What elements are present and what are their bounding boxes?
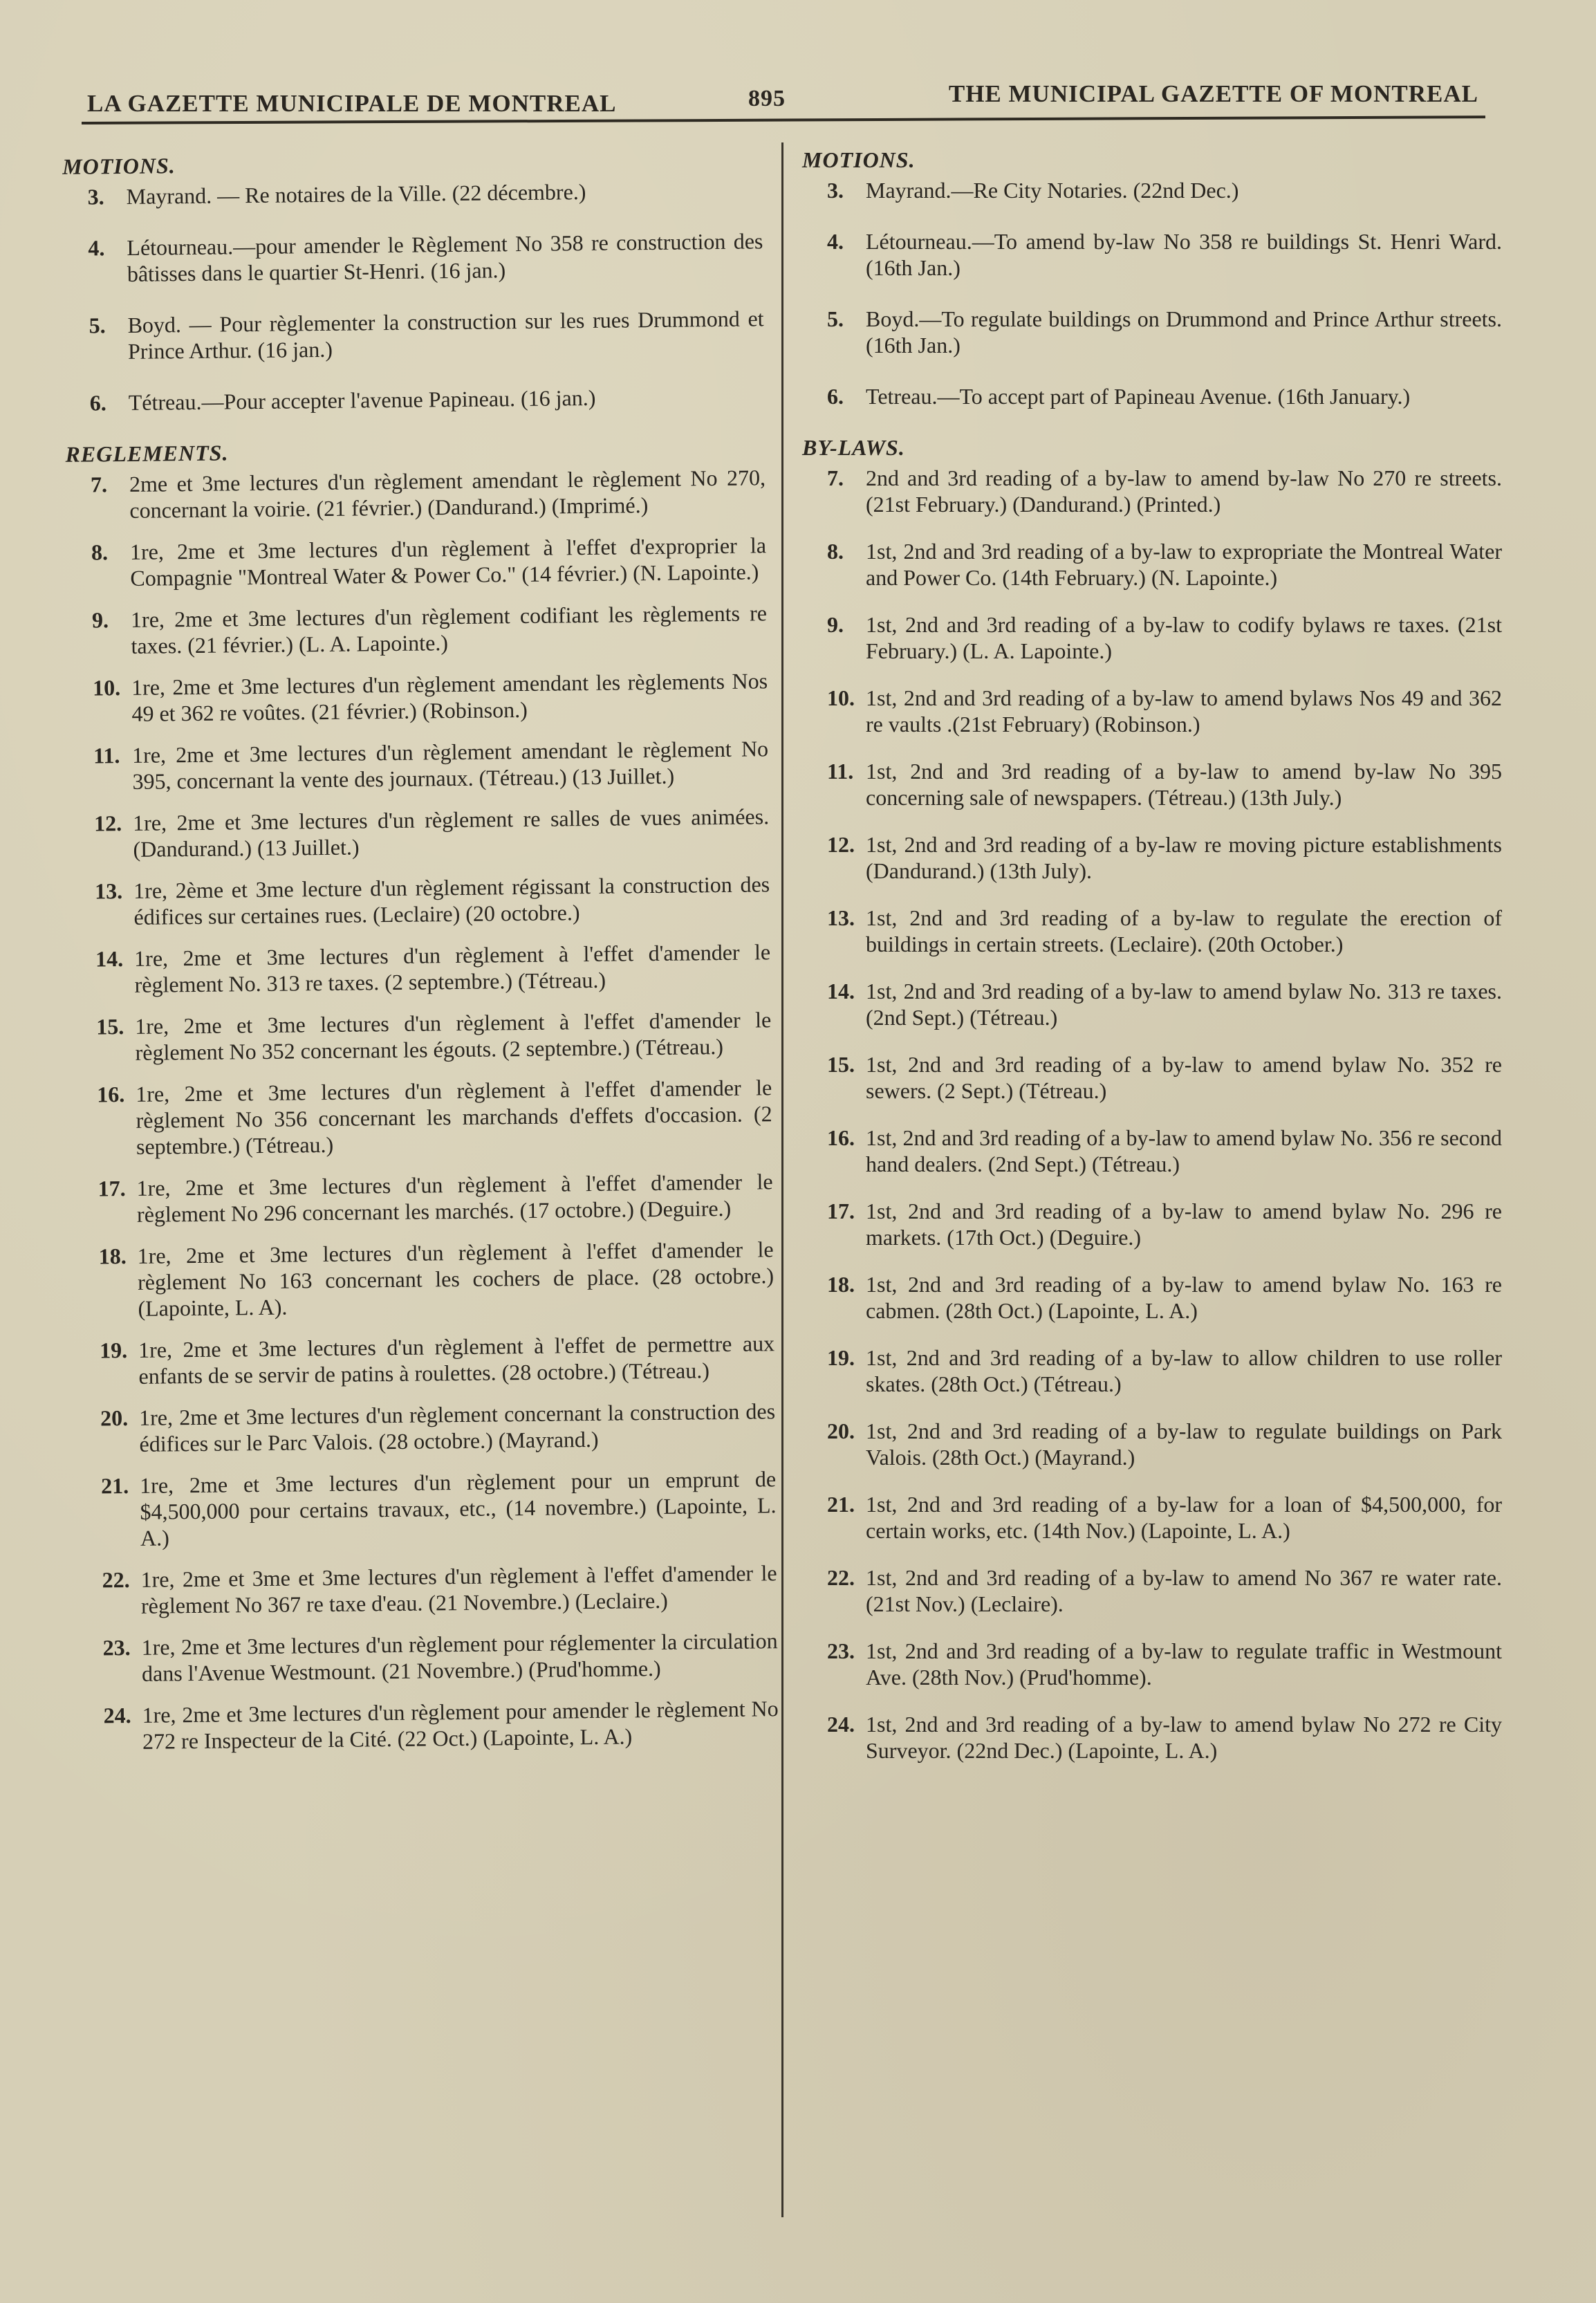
list-item: 5. Boyd. — Pour règlementer la construction sur les rues Drummond et Prince Arthur. (16 jan.) xyxy=(89,306,764,364)
item-text: 1re, 2me et 3me et 3me lectures d'un règlement à l'effet d'amender le règlement No 367 re taxe d'eau. (21 Novembre.) (Leclaire.) xyxy=(140,1560,777,1618)
item-text: 1re, 2me et 3me lectures d'un règlement à l'effet d'amender le règlement No 352 concernant les égouts. (2 septembre.) (Tétreau.) xyxy=(135,1007,772,1065)
item-number: 10. xyxy=(827,685,855,710)
item-text: 1re, 2me et 3me lectures d'un règlement à l'effet d'exproprier la Compagnie "Montreal Water & Power Co." (14 février.) (N. Lapointe.) xyxy=(129,533,767,591)
item-number: 14. xyxy=(827,979,855,1003)
english-column xyxy=(797,147,1502,1764)
item-text: 1re, 2me et 3me lectures d'un règlement pour réglementer la circulation dans l'Avenue Westmount. (21 Novembre.) (Prud'homme.) xyxy=(141,1628,778,1686)
item-text: 1re, 2me et 3me lectures d'un règlement amendant le règlement No 395, concernant la vente des journaux. (Tétreau.) (13 Juillet.) xyxy=(131,736,769,794)
english-motions-list xyxy=(797,177,1502,409)
item-number: 20. xyxy=(827,1418,855,1443)
list-item: 4. Létourneau.—To amend by-law No 358 re buildings St. Henri Ward. (16th Jan.) xyxy=(827,229,1502,280)
item-number: 16. xyxy=(97,1082,125,1107)
item-number: 13. xyxy=(827,905,855,930)
item-text: 1re, 2me et 3me lectures d'un règlement à l'effet d'amender le règlement No. 313 re taxes. (2 septembre.) (Tétreau.) xyxy=(134,939,771,997)
item-text: 1re, 2me et 3me lectures d'un règlement à l'effet d'amender le règlement No 296 concernant les marchés. (17 octobre.) (Deguire.) xyxy=(136,1169,773,1227)
item-number: 9. xyxy=(827,612,844,637)
item-number: 17. xyxy=(98,1176,126,1201)
french-motions-heading: MOTIONS. xyxy=(62,153,176,179)
item-number: 11. xyxy=(827,759,854,784)
list-item xyxy=(68,1236,774,1322)
item-text: 2nd and 3rd reading of a by-law to amend by-law No 270 re streets. (21st February.) (Dandurand.) (Printed.) xyxy=(866,465,1502,517)
list-item: 4. Létourneau.—pour amender le Règlement No 358 re construction des bâtisses dans le quartier St-Henri. (16 jan.) xyxy=(88,228,763,286)
item-number: 19. xyxy=(99,1338,128,1363)
header-french-title: LA GAZETTE MUNICIPALE DE MONTREAL xyxy=(87,90,617,117)
item-text: 1re, 2me et 3me lectures d'un règlement pour un emprunt de $4,500,000 pour certains travaux, etc., (14 novembre.) (Lapointe, L. A.) xyxy=(139,1466,777,1551)
item-number: 10. xyxy=(92,675,121,701)
item-number: 20. xyxy=(100,1405,129,1431)
item-text: 1st, 2nd and 3rd reading of a by-law to regulate traffic in Westmount Ave. (28th Nov.) (Prud'homme). xyxy=(866,1638,1502,1690)
list-item xyxy=(797,1491,1502,1544)
item-number: 17. xyxy=(827,1199,855,1223)
item-text: 1re, 2me et 3me lectures d'un règlement re salles de vues animées. (Dandurand.) (13 Juillet.) xyxy=(132,804,770,862)
list-item xyxy=(797,758,1502,811)
item-text: 1st, 2nd and 3rd reading of a by-law to amend bylaws Nos 49 and 362 re vaults .(21st February) (Robinson.) xyxy=(866,685,1502,737)
item-text: 1re, 2me et 3me lectures d'un règlement codifiant les règlements re taxes. (21 février.) (L. A. Lapointe.) xyxy=(130,600,768,658)
list-item xyxy=(62,600,768,660)
item-text: 1st, 2nd and 3rd reading of a by-law to amend bylaw No 272 re City Surveyor. (22nd Dec.) (Lapointe, L. A.) xyxy=(866,1712,1502,1763)
french-bylaws-list xyxy=(60,464,779,1755)
list-item xyxy=(797,831,1502,884)
list-item xyxy=(797,1418,1502,1470)
item-number: 8. xyxy=(91,539,109,565)
item-number: 14. xyxy=(95,946,124,972)
item-text: 1st, 2nd and 3rd reading of a by-law to allow children to use roller skates. (28th Oct.) (Tétreau.) xyxy=(866,1345,1502,1396)
list-item xyxy=(64,803,770,863)
list-item xyxy=(797,1125,1502,1177)
item-number: 21. xyxy=(100,1473,129,1499)
english-motions-heading: MOTIONS. xyxy=(802,147,916,172)
item-text: 2me et 3me lectures d'un règlement amendant le règlement No 270, concernant la voirie. (21 février.) (Dandurand.) (Imprimé.) xyxy=(129,465,766,523)
list-item xyxy=(797,1564,1502,1617)
list-item xyxy=(797,1198,1502,1250)
french-column xyxy=(57,146,779,1755)
item-number: 21. xyxy=(827,1492,855,1517)
item-number: 9. xyxy=(91,607,109,633)
item-number: 7. xyxy=(827,465,844,490)
list-item xyxy=(797,1711,1502,1764)
item-text: 1st, 2nd and 3rd reading of a by-law to amend bylaw No. 352 re sewers. (2 Sept.) (Tétreau.) xyxy=(866,1052,1502,1103)
item-text: 1st, 2nd and 3rd reading of a by-law re moving picture establishments (Dandurand.) (13th July). xyxy=(866,832,1502,883)
list-item xyxy=(797,1344,1502,1397)
list-item xyxy=(63,735,769,795)
french-bylaws-heading: REGLEMENTS. xyxy=(65,440,229,467)
list-item xyxy=(73,1695,779,1755)
item-number: 11. xyxy=(93,743,120,768)
item-number: 24. xyxy=(827,1712,855,1737)
list-item xyxy=(65,938,771,999)
list-item xyxy=(797,685,1502,737)
item-text: 1re, 2me et 3me lectures d'un règlement pour amender le règlement No 272 re Inspecteur de la Cité. (22 Oct.) (Lapointe, L. A.) xyxy=(142,1696,779,1754)
list-item xyxy=(66,1006,772,1066)
list-item xyxy=(69,1330,775,1390)
item-number: 22. xyxy=(827,1565,855,1590)
item-number: 23. xyxy=(827,1638,855,1663)
list-item xyxy=(797,905,1502,957)
item-number: 22. xyxy=(102,1567,130,1593)
item-number: 19. xyxy=(827,1345,855,1370)
item-text: 1re, 2me et 3me lectures d'un règlement à l'effet d'amender le règlement No 163 concernant les cochers de place. (28 octobre.) (Lapointe, L. A). xyxy=(137,1237,774,1321)
list-item xyxy=(797,1271,1502,1324)
item-text: 1st, 2nd and 3rd reading of a by-law to expropriate the Montreal Water and Power Co. (14th February.) (N. Lapointe.) xyxy=(866,539,1502,590)
item-text: 1re, 2me et 3me lectures d'un règlement à l'effet d'amender le règlement No 356 concernant les marchands d'effets d'occasion. (2 septembre.) (Tétreau.) xyxy=(136,1075,772,1159)
item-text: 1re, 2me et 3me lectures d'un règlement concernant la construction des édifices sur le Parc Valois. (28 octobre.) (Mayrand.) xyxy=(138,1398,776,1456)
item-text: 1st, 2nd and 3rd reading of a by-law to codify bylaws re taxes. (21st February.) (L. A. Lapointe.) xyxy=(866,612,1502,663)
item-number: 13. xyxy=(94,878,123,904)
item-number: 7. xyxy=(90,472,108,497)
list-item xyxy=(797,1638,1502,1690)
list-item xyxy=(60,464,766,524)
item-number: 15. xyxy=(96,1014,124,1039)
item-text: 1st, 2nd and 3rd reading of a by-law to amend bylaw No. 313 re taxes. (2nd Sept.) (Tétreau.) xyxy=(866,979,1502,1030)
list-item xyxy=(797,978,1502,1030)
list-item xyxy=(71,1560,777,1620)
column-divider xyxy=(781,142,783,2217)
item-text: 1re, 2me et 3me lectures d'un règlement à l'effet de permettre aux enfants de se servir de patins à roulettes. (28 octobre.) (Tétreau.) xyxy=(138,1331,775,1389)
page-number: 895 xyxy=(748,86,786,111)
list-item xyxy=(797,538,1502,591)
item-text: 1st, 2nd and 3rd reading of a by-law to regulate buildings on Park Valois. (28th Oct.) (Mayrand.) xyxy=(866,1418,1502,1470)
item-number: 18. xyxy=(98,1243,127,1269)
list-item xyxy=(66,1074,772,1160)
list-item xyxy=(71,1465,777,1552)
list-item xyxy=(61,532,767,592)
item-text: 1st, 2nd and 3rd reading of a by-law for a loan of $4,500,000, for certain works, etc. (14th Nov.) (Lapointe, L. A.) xyxy=(866,1492,1502,1543)
item-number: 23. xyxy=(102,1635,131,1661)
list-item: 3. Mayrand.—Re City Notaries. (22nd Dec.) xyxy=(827,178,1239,203)
list-item xyxy=(62,667,768,728)
item-number: 8. xyxy=(827,539,844,564)
list-item: 3. Mayrand. — Re notaires de la Ville. (22 décembre.) xyxy=(87,178,586,210)
list-item xyxy=(67,1168,773,1228)
english-bylaws-heading: BY-LAWS. xyxy=(802,435,905,460)
item-text: 1re, 2me et 3me lectures d'un règlement amendant les règlements Nos 49 et 362 re voûtes. (21 février.) (Robinson.) xyxy=(131,668,768,726)
item-number: 12. xyxy=(827,832,855,857)
item-number: 12. xyxy=(93,811,122,836)
list-item xyxy=(70,1398,776,1458)
list-item xyxy=(64,871,770,931)
list-item xyxy=(797,611,1502,664)
item-number: 24. xyxy=(103,1702,131,1728)
item-text: 1st, 2nd and 3rd reading of a by-law to amend bylaw No. 163 re cabmen. (28th Oct.) (Lapointe, L. A.) xyxy=(866,1272,1502,1323)
header-english-title: THE MUNICIPAL GAZETTE OF MONTREAL xyxy=(948,80,1478,107)
item-text: 1st, 2nd and 3rd reading of a by-law to amend by-law No 395 concerning sale of newspapers. (Tétreau.) (13th July.) xyxy=(866,759,1502,810)
list-item: 5. Boyd.—To regulate buildings on Drummond and Prince Arthur streets. (16th Jan.) xyxy=(827,306,1502,358)
page-header xyxy=(82,77,1478,119)
list-item xyxy=(72,1627,778,1687)
list-item xyxy=(797,465,1502,517)
item-text: 1st, 2nd and 3rd reading of a by-law to amend bylaw No. 296 re markets. (17th Oct.) (Deguire.) xyxy=(866,1199,1502,1250)
item-text: 1st, 2nd and 3rd reading of a by-law to amend No 367 re water rate. (21st Nov.) (Leclaire). xyxy=(866,1565,1502,1616)
item-text: 1st, 2nd and 3rd reading of a by-law to regulate the erection of buildings in certain streets. (Leclaire). (20th October.) xyxy=(866,905,1502,956)
item-text: 1re, 2ème et 3me lecture d'un règlement régissant la construction des édifices sur certaines rues. (Leclaire) (20 octobre.) xyxy=(133,871,770,929)
french-motions-list xyxy=(57,176,764,416)
list-item: 6. Tétreau.—Pour accepter l'avenue Papineau. (16 jan.) xyxy=(89,385,596,416)
english-bylaws-list xyxy=(797,465,1502,1764)
item-number: 15. xyxy=(827,1052,855,1077)
item-text: 1st, 2nd and 3rd reading of a by-law to amend bylaw No. 356 re second hand dealers. (2nd Sept.) (Tétreau.) xyxy=(866,1125,1502,1176)
item-number: 18. xyxy=(827,1272,855,1297)
item-number: 16. xyxy=(827,1125,855,1150)
list-item xyxy=(797,1051,1502,1104)
list-item: 6. Tetreau.—To accept part of Papineau Avenue. (16th January.) xyxy=(827,384,1411,409)
